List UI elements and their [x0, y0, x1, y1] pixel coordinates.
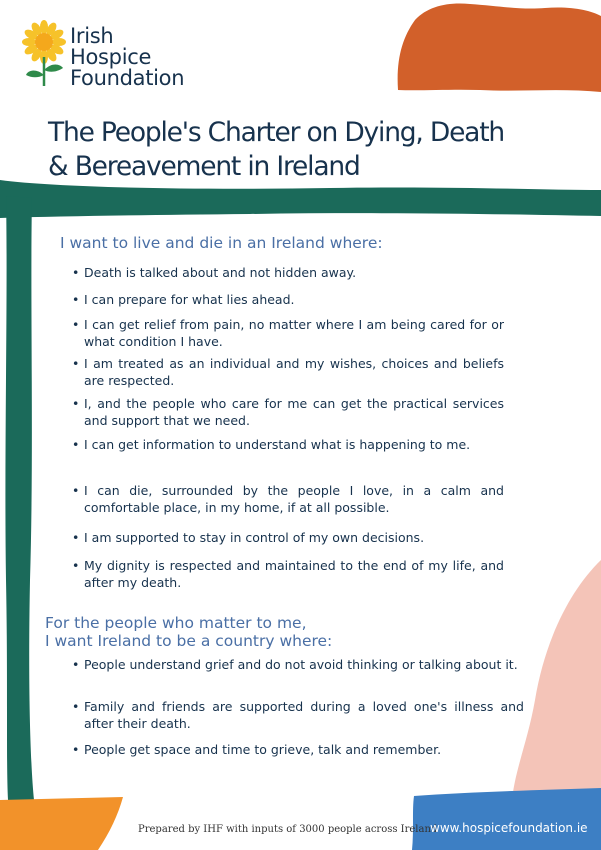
pink-blob: [512, 560, 601, 800]
list-item: • Family and friends are supported during a loved one's illness and after their death.: [72, 698, 524, 732]
page-title: [48, 116, 568, 184]
orange-blob-bottom: [0, 797, 123, 850]
list-item: • People understand grief and do not avoid thinking or talking about it.: [72, 656, 524, 673]
list-item: • I am treated as an individual and my wishes, choices and beliefs are respected.: [72, 355, 504, 389]
list-item: • I can get information to understand what is happening to me.: [72, 436, 504, 453]
title-line-2: & Bereavement in Ireland: [48, 151, 360, 182]
section1-heading: I want to live and die in an Ireland where:: [60, 234, 383, 252]
logo-line-1: Irish: [70, 24, 114, 48]
green-frame-top: [0, 180, 601, 218]
list-item: • I can get relief from pain, no matter where I am being cared for or what condition I have.: [72, 316, 504, 350]
footer-credit: Prepared by IHF with inputs of 3000 people across Ireland: [138, 824, 438, 835]
list-item: • I am supported to stay in control of my own decisions.: [72, 529, 504, 546]
green-frame-left: [5, 196, 34, 800]
title-line-1: The People's Charter on Dying, Death: [48, 117, 504, 148]
logo-line-3: Foundation: [70, 66, 185, 90]
list-item: • I, and the people who care for me can get the practical services and support that we need.: [72, 395, 504, 429]
list-item: • My dignity is respected and maintained to the end of my life, and after my death.: [72, 557, 504, 591]
sunflower-logo-icon: [22, 20, 68, 88]
section2-heading-line-2: I want Ireland to be a country where:: [45, 632, 333, 650]
logo-wordmark: [70, 26, 184, 89]
list-item: • I can prepare for what lies ahead.: [72, 291, 504, 308]
list-item: • Death is talked about and not hidden away.: [72, 264, 504, 281]
list-item: • I can die, surrounded by the people I love, in a calm and comfortable place, in my home, if at all possible.: [72, 482, 504, 516]
orange-blob-top: [398, 4, 601, 92]
logo-line-2: Hospice: [70, 45, 152, 69]
blue-footer-band: [412, 788, 601, 850]
footer-url-link[interactable]: www.hospicefoundation.ie: [430, 821, 588, 835]
section2-heading-line-1: For the people who matter to me,: [45, 614, 307, 632]
list-item: • People get space and time to grieve, talk and remember.: [72, 741, 524, 758]
section2-heading: [45, 614, 332, 650]
